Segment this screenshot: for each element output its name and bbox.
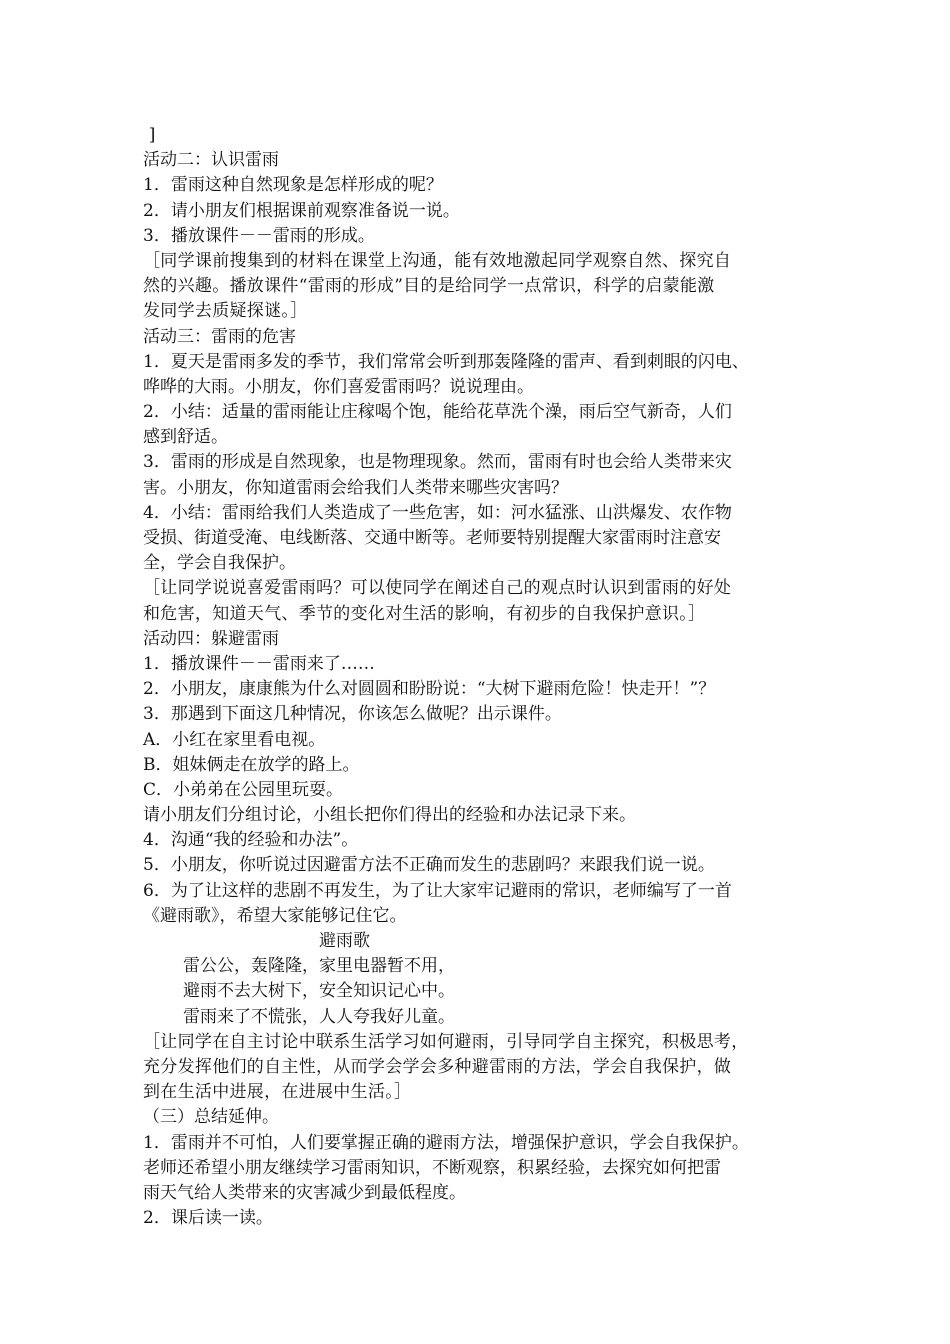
text-line-text: C．小弟弟在公园里玩耍。: [143, 779, 344, 800]
text-line-text: 2．小结：适量的雷雨能让庄稼喝个饱，能给花草洗个澡，雨后空气新奇，人们: [143, 402, 732, 423]
text-line-text: 1．雷雨这种自然现象是怎样形成的呢？: [143, 175, 443, 196]
text-line-text: （三）总结延伸。: [143, 1107, 279, 1128]
text-line-text: 老师还希望小朋友继续学习雷雨知识，不断观察，积累经验，去探究如何把雷: [143, 1157, 721, 1178]
text-line-text: 1．播放课件－－雷雨来了……: [143, 653, 375, 674]
text-line-text: 雨天气给人类带来的灾害减少到最低程度。: [143, 1182, 466, 1203]
text-line-text: 哗哗的大雨。小朋友，你们喜爱雷雨吗？说说理由。: [143, 376, 534, 397]
text-line-text: 3．雷雨的形成是自然现象，也是物理现象。然而，雷雨有时也会给人类带来灾: [143, 452, 732, 473]
text-line-text: B．姐妹俩走在放学的路上。: [143, 754, 360, 775]
text-line-text: A．小红在家里看电视。: [143, 729, 326, 750]
text-line-poem-title: 避雨歌: [319, 931, 370, 951]
text-line-text: 1．雷雨并不可怕，人们要掌握正确的避雨方法，增强保护意识，学会自我保护。: [143, 1132, 749, 1153]
document-body: [143, 123, 823, 1231]
text-line-text: 4．沟通“我的经验和办法”。: [143, 830, 359, 851]
text-line-note: ［同学课前搜集到的材料在课堂上沟通，能有效地激起同学观察自然、探究自: [143, 250, 732, 271]
text-line-text: 5．小朋友，你听说过因避雷方法不正确而发生的悲剧吗？来跟我们说一说。: [143, 855, 715, 876]
text-line-text: 《避雨歌》，希望大家能够记住它。: [143, 905, 407, 926]
text-line-text: 2．小朋友，康康熊为什么对圆圆和盼盼说：“大树下避雨危险！快走开！”？: [143, 679, 716, 700]
text-line-poem-line: 避雨不去大树下，安全知识记心中。: [183, 981, 455, 1002]
text-line-note: ［让同学在自主讨论中联系生活学习如何避雨，引导同学自主探究，积极思考，: [143, 1031, 749, 1052]
text-line-text: 害。小朋友，你知道雷雨会给我们人类带来哪些灾害吗？: [143, 477, 568, 498]
text-line-note: ［让同学说说喜爱雷雨吗？可以使同学在阐述自己的观点时认识到雷雨的好处: [143, 578, 732, 599]
text-line-note: 充分发挥他们的自主性，从而学会学会多种避雷雨的方法，学会自我保护，做: [143, 1056, 732, 1077]
text-line-note: 发同学去质疑探谜。］: [143, 301, 308, 322]
text-line-text: 请小朋友们分组讨论，小组长把你们得出的经验和办法记录下来。: [143, 805, 636, 826]
text-line-text: 感到舒适。: [143, 427, 228, 448]
text-line-note: 到在生活中进展，在进展中生活。］: [143, 1082, 412, 1103]
text-line-text: 2．请小朋友们根据课前观察准备说一说。: [143, 200, 460, 221]
text-line-text: 6．为了让这样的悲剧不再发生，为了让大家牢记避雨的常识，老师编写了一首: [143, 880, 732, 901]
text-line-note: 和危害，知道天气、季节的变化对生活的影响，有初步的自我保护意识。］: [143, 603, 706, 624]
text-line-text: 活动三：雷雨的危害: [143, 326, 296, 347]
text-line-text: 1．夏天是雷雨多发的季节，我们常常会听到那轰隆隆的雷声、看到刺眼的闪电、: [143, 351, 749, 372]
text-line-text: 3．那遇到下面这几种情况，你该怎么做呢？出示课件。: [143, 704, 562, 725]
text-line-text: 全，学会自我保护。: [143, 553, 296, 574]
text-line-text: 受损、街道受淹、电线断落、交通中断等。老师要特别提醒大家雷雨时注意安: [143, 528, 721, 548]
text-line-text: 2．课后读一读。: [143, 1208, 273, 1229]
text-line-note: 然的兴趣。播放课件“雷雨的形成”目的是给同学一点常识，科学的启蒙能激: [143, 276, 715, 297]
text-line-text: 3．播放课件－－雷雨的形成。: [143, 225, 375, 246]
text-line-poem-line: 雷公公，轰隆隆，家里电器暂不用，: [183, 956, 455, 977]
text-line-poem-line: 雷雨来了不慌张，人人夸我好儿童。: [183, 1006, 455, 1027]
text-line-text: 活动二：认识雷雨: [143, 150, 279, 171]
text-line-text: 4．小结：雷雨给我们人类造成了一些危害，如：河水猛涨、山洪爆发、农作物: [143, 502, 732, 523]
text-line-text: 活动四：躲避雷雨: [143, 628, 279, 649]
text-line-note: ]: [143, 125, 156, 145]
